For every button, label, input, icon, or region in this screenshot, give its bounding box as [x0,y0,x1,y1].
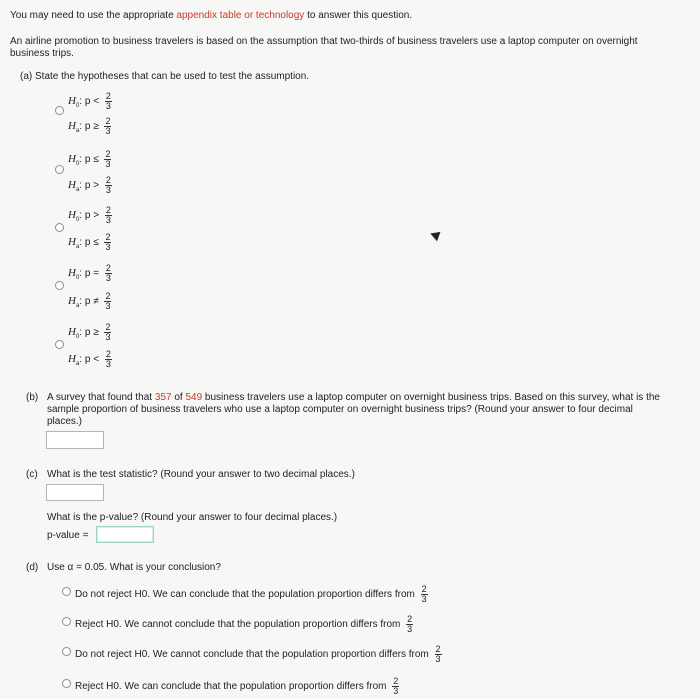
conclusion-option-1: Do not reject H0. We can conclude that the population proportion differs from $\frac{2}{3}$ [75,584,427,604]
conclusion-option-4: Reject H0. We can conclude that the population proportion differs from $\frac{2}{3}$ [75,676,399,696]
problem-line-2: business trips. [10,48,74,59]
h0-statement-3: $H_0$: p > $\frac{2}{3}$ [68,205,111,225]
fraction: $\frac{2}{3}$ [105,232,111,252]
conclusion-radio-3[interactable] [62,647,71,656]
part-b-label: (b) [26,392,39,403]
conclusion-option-3: Do not reject H0. We cannot conclude that the population proportion differs from $\frac{2}{3}$ [75,644,441,664]
value-357: 357 [154,392,172,403]
fraction: $\frac{2}{3}$ [105,205,111,225]
part-c-label: (c) [26,469,38,480]
fraction: $\frac{2}{3}$ [105,175,111,195]
conclusion-radio-2[interactable] [62,617,71,626]
hypothesis-radio-2[interactable] [55,165,64,174]
test-statistic-question: What is the test statistic? (Round your answer to two decimal places.) [47,469,355,480]
test-statistic-input[interactable] [46,484,104,501]
fraction: $\frac{2}{3}$ [105,149,111,169]
ha-statement-5: $H_a$: p < $\frac{2}{3}$ [68,349,111,369]
ha-statement-3: $H_a$: p ≤ $\frac{2}{3}$ [68,232,111,252]
ha-statement-2: $H_a$: p > $\frac{2}{3}$ [68,175,111,195]
pvalue-input[interactable] [96,526,154,543]
pvalue-label: p-value = [47,530,89,541]
conclusion-radio-1[interactable] [62,587,71,596]
ha-statement-1: $H_a$: p ≥ $\frac{2}{3}$ [68,116,111,136]
h0-statement-4: $H_0$: p = $\frac{2}{3}$ [68,263,111,283]
part-b-text-3: places.) [47,416,83,427]
alpha-question: Use α = 0.05. What is your conclusion? [47,562,221,573]
fraction: $\frac{2}{3}$ [105,322,111,342]
hypothesis-radio-1[interactable] [55,106,64,115]
pvalue-question: What is the p-value? (Round your answer to four decimal places.) [47,512,338,523]
problem-line-1: An airline promotion to business travelers is based on the assumption that two-thirds of business travelers use a laptop computer on overnight [10,36,638,47]
hypothesis-radio-5[interactable] [55,340,64,349]
mouse-cursor-icon [429,229,441,241]
appendix-link[interactable]: appendix table or technology [176,10,305,21]
fraction: $\frac{2}{3}$ [105,116,111,136]
sample-proportion-input[interactable] [46,431,104,449]
fraction: $\frac{2}{3}$ [421,584,427,604]
fraction: $\frac{2}{3}$ [435,644,441,664]
fraction: $\frac{2}{3}$ [105,349,111,369]
ha-statement-4: $H_a$: p ≠ $\frac{2}{3}$ [68,291,111,311]
h0-statement-1: $H_0$: p < $\frac{2}{3}$ [68,91,111,111]
fraction: $\frac{2}{3}$ [393,676,399,696]
part-b-text-1: A survey that found that 357 of 549 business travelers use a laptop computer on overnight business trips. Based on this survey, what is the [47,392,660,403]
part-d-label: (d) [26,562,39,573]
fraction: $\frac{2}{3}$ [105,291,111,311]
conclusion-radio-4[interactable] [62,679,71,688]
hypothesis-radio-3[interactable] [55,223,64,232]
value-549: 549 [185,392,203,403]
part-a-prompt: (a) State the hypotheses that can be used to test the assumption. [20,71,310,82]
h0-statement-5: $H_0$: p ≥ $\frac{2}{3}$ [68,322,111,342]
hypothesis-radio-4[interactable] [55,281,64,290]
fraction: $\frac{2}{3}$ [105,263,111,283]
part-b-text-2: sample proportion of business travelers who use a laptop computer on overnight business trips? (Round your answer to four decimal [47,404,633,415]
fraction: $\frac{2}{3}$ [105,91,111,111]
conclusion-option-2: Reject H0. We cannot conclude that the population proportion differs from $\frac{2}{3}$ [75,614,413,634]
h0-statement-2: $H_0$: p ≤ $\frac{2}{3}$ [68,149,111,169]
fraction: $\frac{2}{3}$ [407,614,413,634]
intro-text: You may need to use the appropriate appendix table or technology to answer this question. [10,10,413,21]
